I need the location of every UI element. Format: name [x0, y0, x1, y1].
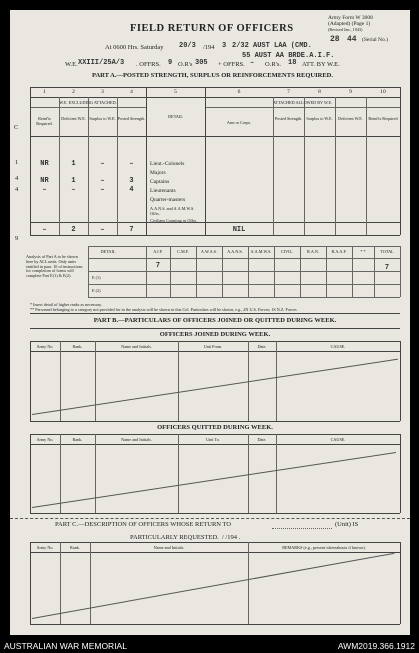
quitted-title: OFFICERS QUITTED DURING WEEK. — [157, 424, 273, 431]
detail-row-label: Quarter-masters — [150, 197, 186, 203]
analysis-header: TOTAL — [380, 249, 394, 254]
cell-reinf: – — [42, 186, 47, 194]
year-value: 3 — [222, 42, 227, 50]
analysis-note: Analysis of Part A to be shown here by ALL units. Only units entitled in para. 10 of instructions for completion of forms will complete Part E(1) & E(2). — [26, 254, 83, 279]
cell-posted: 3 — [129, 177, 134, 185]
part-c-header: REMARKS (e.g., present whereabouts if known). — [282, 545, 366, 550]
joined-header: Date. — [257, 344, 267, 349]
cell-deficient: 1 — [71, 160, 76, 168]
year-prefix: /194 — [203, 44, 215, 51]
offrs-value: 9 — [168, 59, 173, 67]
analysis-header: A.A.N.S. — [227, 249, 243, 254]
unit-line-1: 2/32 AUST LAA (CMD. — [232, 42, 312, 50]
part-c-title-1: PART C.—DESCRIPTION OF OFFICERS WHOSE RETURN TO — [55, 521, 232, 528]
joined-header: Name and Initials. — [121, 344, 152, 349]
plus-offrs-value: – — [250, 59, 255, 67]
detail-row-label: Captains — [150, 179, 170, 185]
col-number: 1 — [43, 89, 46, 95]
sub-header: Reinf'ts Required — [368, 116, 398, 121]
quitted-header: Unit To. — [206, 437, 220, 442]
part-a-title: PART A.—POSTED STRENGTH, SURPLUS OR REINFORCEMENTS REQUIRED. — [92, 72, 333, 79]
analysis-header: CIVIL. — [280, 249, 294, 254]
analysis-row-label: E (2) — [92, 288, 101, 293]
analysis-header: R.A.A.F. — [331, 249, 347, 254]
joined-header: Unit From. — [203, 344, 223, 349]
col-number: 3 — [101, 89, 104, 95]
analysis-header: C.M.F. — [177, 249, 189, 254]
analysis-aif-value: 7 — [155, 262, 161, 270]
cell-reinf: NR — [40, 177, 49, 185]
form-note-1: Army Form W 3008 — [328, 15, 373, 21]
plus-offrs-label: + OFFRS. — [218, 61, 245, 68]
cell-reinf: NR — [40, 160, 49, 168]
sub-header: Arm or Corps. — [226, 120, 252, 125]
col-number: 7 — [287, 89, 290, 95]
sub-header: Posted Strength. — [117, 116, 146, 121]
sub-header: Surplus to W.E. — [89, 116, 116, 121]
quitted-header: Army No. — [36, 437, 54, 442]
margin-marker: 9 — [15, 235, 19, 242]
att-label: ATT. BY W.E. — [302, 61, 340, 68]
analysis-header: * * — [360, 249, 366, 254]
we-excluding-header: W.E. EXCLUDING ATTACHED. — [59, 100, 117, 105]
footnote: ** Personnel belonging to a category not provided for in the analysis will be shown in this Col. Particulars will be shown, e.g., 2N U.S. Forces; 1S N.Z. Forces — [30, 307, 297, 312]
margin-marker: 4 — [15, 186, 19, 193]
col-number: 4 — [130, 89, 133, 95]
date-line: At 0600 Hrs. Saturday — [105, 44, 164, 51]
institution-caption: AUSTRALIAN WAR MEMORIAL — [4, 641, 127, 651]
serial-sub: 44 — [347, 35, 357, 44]
quitted-header: Date. — [257, 437, 267, 442]
ors2-label: O.R's. — [265, 61, 281, 68]
we-label: W.E. — [65, 61, 78, 68]
offrs-label: . OFFRS. — [136, 61, 161, 68]
cell-surplus: – — [100, 186, 105, 194]
sub-header: Posted Strength. — [274, 116, 303, 121]
serial-value: 28 — [330, 35, 340, 44]
joined-title: OFFICERS JOINED DURING WEEK. — [159, 331, 271, 338]
detail-row-label: Majors — [150, 170, 166, 176]
ors-label: O.R's — [178, 61, 193, 68]
sub-header: Deficient W.E. — [338, 116, 363, 121]
part-c-header: Rank. — [70, 545, 80, 550]
col-number: 5 — [174, 89, 177, 95]
margin-marker: 1 — [15, 159, 19, 166]
part-c-header: Army No. — [36, 545, 54, 550]
cell-deficient: 1 — [71, 177, 76, 185]
form-note-3: (Revised Jan., 1943) — [328, 27, 363, 32]
margin-marker: 4 — [15, 175, 19, 182]
quitted-header: CAUSE. — [330, 437, 346, 442]
joined-header: Army No. — [36, 344, 54, 349]
analysis-header: A.W.A.S. — [200, 249, 218, 254]
col-number: 9 — [349, 89, 352, 95]
joined-header: CAUSE. — [330, 344, 346, 349]
total-posted: 7 — [129, 226, 134, 234]
cell-deficient: – — [71, 186, 76, 194]
we-value: XXIII/25A/3 — [78, 59, 125, 67]
col-number: 6 — [237, 89, 241, 95]
part-b-title: PART B.—PARTICULARS OF OFFICERS JOINED OR QUITTED DURING WEEK. — [93, 317, 337, 324]
attached-allowed-header: ATTACHED ALLOWED BY W.E. — [272, 100, 333, 105]
detail-row-label: Lieutenants — [150, 188, 176, 194]
unit-line-2: 55 AUST AA BRDE.A.I.F. — [242, 52, 335, 60]
sub-header: Deficient W.E. — [61, 116, 86, 121]
cell-surplus: – — [100, 160, 105, 168]
form-note-2: (Adapted) (Page 1) — [328, 21, 371, 27]
col-number: 2 — [72, 89, 75, 95]
ors-value: 305 — [195, 59, 208, 67]
total-deficient: 2 — [71, 226, 76, 234]
total-reinf: – — [42, 226, 47, 234]
caption-bar — [0, 638, 419, 653]
analysis-header: A.I.F. — [153, 249, 163, 254]
total-nil: NIL — [232, 226, 246, 234]
joined-header: Rank. — [72, 344, 83, 349]
detail-header: DETAIL — [168, 114, 183, 119]
cell-posted: 4 — [129, 186, 134, 194]
analysis-total-value: 7 — [384, 264, 390, 272]
ors2-value: 18 — [288, 59, 297, 67]
detail-row-label: Civilians Counting as Offrs. — [150, 218, 198, 223]
cell-posted: – — [129, 160, 134, 168]
part-c-title-2-date: / /194 . — [222, 534, 241, 541]
col-number: 8 — [318, 89, 321, 95]
form-page — [10, 10, 410, 635]
part-c-header: Name and Initials. — [153, 545, 185, 550]
detail-row-label: A.A.N.S. and A.A.M.W.S. Offrs. — [150, 206, 195, 216]
analysis-header: R.A.N. — [307, 249, 319, 254]
total-surplus: – — [100, 226, 105, 234]
date-value: 20/3 — [179, 42, 196, 50]
quitted-header: Name and Initials. — [121, 437, 152, 442]
accession-caption: AWM2019.366.1912 — [337, 641, 415, 651]
detail-row-label: Lieut.-Colonels — [150, 161, 185, 167]
sub-header: Reinf'ts Required. — [36, 116, 53, 126]
analysis-header: DETAIL — [100, 249, 116, 254]
margin-marker: C — [14, 124, 19, 131]
quitted-header: Rank. — [72, 437, 83, 442]
serial-label: (Serial No.) — [362, 37, 388, 43]
footnote: * Insert detail of higher ranks as necessary. — [30, 302, 103, 307]
cell-surplus: – — [100, 177, 105, 185]
col-number: 10 — [380, 89, 386, 95]
part-c-title-2: PARTICULARLY REQUESTED. — [130, 534, 219, 541]
analysis-header: A.A.M.W.S. — [250, 249, 272, 254]
part-c-title-unit: (Unit) IS — [335, 521, 359, 528]
form-title: FIELD RETURN OF OFFICERS — [130, 23, 294, 34]
sub-header: Surplus to W.E. — [306, 116, 333, 121]
analysis-row-label: E (1) — [92, 275, 101, 280]
